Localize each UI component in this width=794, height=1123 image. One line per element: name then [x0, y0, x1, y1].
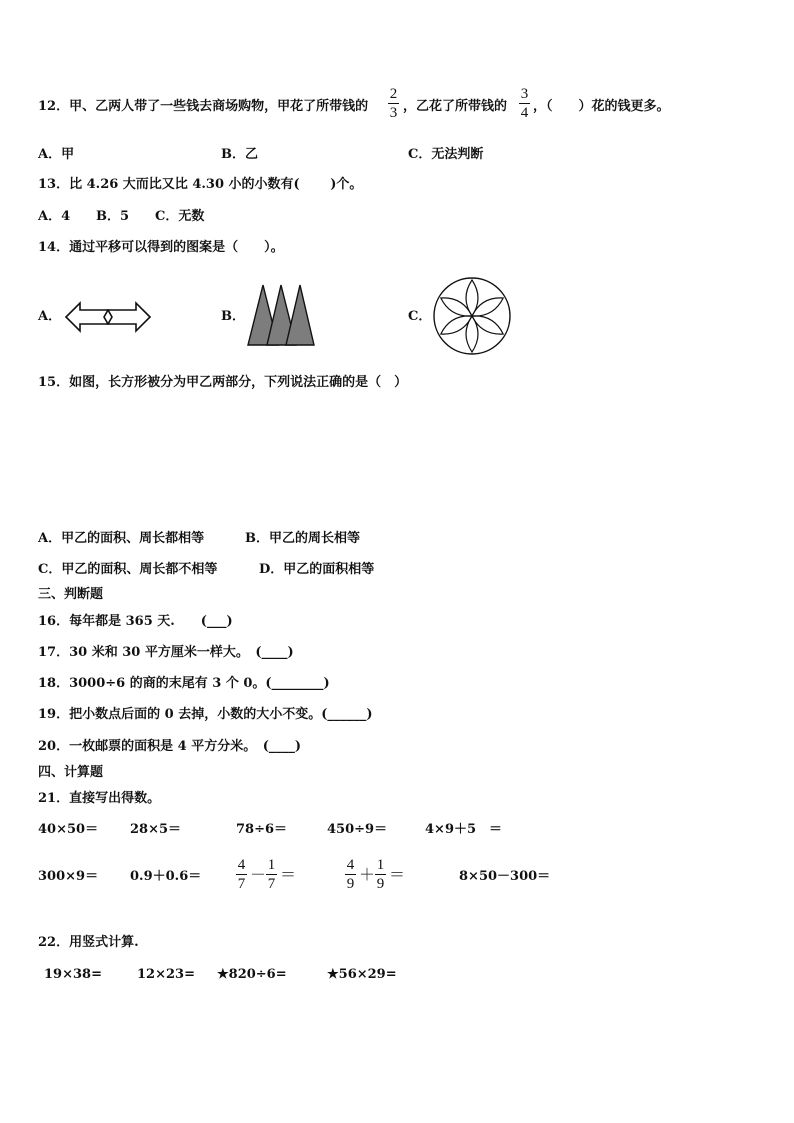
fraction-bar — [236, 874, 247, 875]
calc-item: 8×50－300＝ — [459, 869, 551, 884]
fraction-numerator: 4 — [237, 857, 246, 873]
q15-option-b: B．甲乙的周长相等 — [245, 531, 360, 546]
q13-option-a: A．4 — [38, 209, 71, 224]
q12-option-c: C．无法判断 — [408, 147, 484, 162]
triangles-figure — [246, 283, 316, 347]
fraction-numerator: 1 — [376, 857, 385, 873]
vertical-calc-item: ★56×29= — [327, 967, 397, 982]
q12-option-a: A．甲 — [38, 147, 75, 162]
q13-option-c: C．无数 — [155, 209, 205, 224]
fraction-numerator: 4 — [346, 857, 355, 873]
minus-sign: － — [250, 867, 267, 884]
fraction-1-9 — [375, 857, 386, 892]
q14-label-a: A． — [38, 309, 62, 324]
calc-item: 40×50＝ — [38, 822, 99, 837]
vertical-calc-item: ★820÷6= — [217, 967, 287, 982]
q12-text-c: ，（ ）花的钱更多。 — [533, 99, 670, 114]
q13-text: 13．比 4.26 大而比又比 4.30 小的小数有( )个。 — [38, 177, 363, 192]
fraction-bar — [388, 103, 399, 104]
fraction-denominator: 4 — [520, 105, 529, 121]
equals-sign: ＝ — [280, 867, 297, 884]
q17-text: 17．30 米和 30 平方厘米一样大。 (____) — [38, 645, 294, 660]
fraction-numerator: 2 — [389, 86, 398, 102]
q18-text: 18．3000÷6 的商的末尾有 3 个 0。(________) — [38, 676, 330, 691]
calc-item: 300×9＝ — [38, 869, 99, 884]
fraction-denominator: 7 — [237, 876, 246, 892]
q22-text: 22．用竖式计算. — [38, 935, 139, 950]
fraction-bar — [375, 874, 386, 875]
q12-text-b: ，乙花了所带钱的 — [403, 99, 508, 114]
fraction-1-7 — [266, 857, 277, 892]
calc-item: 0.9＋0.6＝ — [130, 869, 202, 884]
plus-sign: ＋ — [359, 867, 376, 884]
flower-circle-figure — [432, 276, 512, 356]
q15-option-c: C．甲乙的面积、周长都不相等 — [38, 562, 218, 577]
fraction-denominator: 3 — [389, 105, 398, 121]
q14-label-b: B． — [221, 309, 245, 324]
q14-text: 14．通过平移可以得到的图案是（ ）。 — [38, 240, 284, 255]
q12-option-b: B．乙 — [221, 147, 258, 162]
fraction-numerator: 3 — [520, 86, 529, 102]
calc-item: 78÷6＝ — [236, 822, 288, 837]
q20-text: 20．一枚邮票的面积是 4 平方分米。 (____) — [38, 739, 301, 754]
fraction-denominator: 9 — [346, 876, 355, 892]
fraction-bar — [266, 874, 277, 875]
fraction-numerator: 1 — [267, 857, 276, 873]
calc-item: 4×9＋5 ＝ — [425, 822, 503, 837]
q21-text: 21．直接写出得数。 — [38, 791, 161, 806]
q12-fraction-2 — [519, 86, 530, 121]
equals-sign: ＝ — [389, 867, 406, 884]
fraction-4-7 — [236, 857, 247, 892]
fraction-denominator: 9 — [376, 876, 385, 892]
q16-text: 16．每年都是 365 天. (___) — [38, 614, 233, 629]
q13-option-b: B．5 — [96, 209, 130, 224]
q15-option-d: D．甲乙的面积相等 — [259, 562, 375, 577]
q12-text-a: 12．甲、乙两人带了一些钱去商场购物，甲花了所带钱的 — [38, 99, 369, 114]
vertical-calc-item: 19×38= — [44, 967, 102, 982]
q15-option-a: A．甲乙的面积、周长都相等 — [38, 531, 205, 546]
section-3-title: 三、判断题 — [38, 587, 104, 602]
fraction-4-9 — [345, 857, 356, 892]
vertical-calc-item: 12×23= — [137, 967, 195, 982]
q19-text: 19．把小数点后面的 0 去掉，小数的大小不变。(______) — [38, 707, 373, 722]
calc-item: 28×5＝ — [130, 822, 182, 837]
q15-text: 15．如图，长方形被分为甲乙两部分，下列说法正确的是（ ） — [38, 375, 408, 390]
calc-item: 450÷9＝ — [327, 822, 388, 837]
section-4-title: 四、计算题 — [38, 765, 104, 780]
fraction-denominator: 7 — [267, 876, 276, 892]
fraction-bar — [345, 874, 356, 875]
q14-label-c: C． — [408, 309, 432, 324]
double-arrow-figure — [64, 300, 152, 334]
q12-fraction-1 — [388, 86, 399, 121]
fraction-bar — [519, 103, 530, 104]
